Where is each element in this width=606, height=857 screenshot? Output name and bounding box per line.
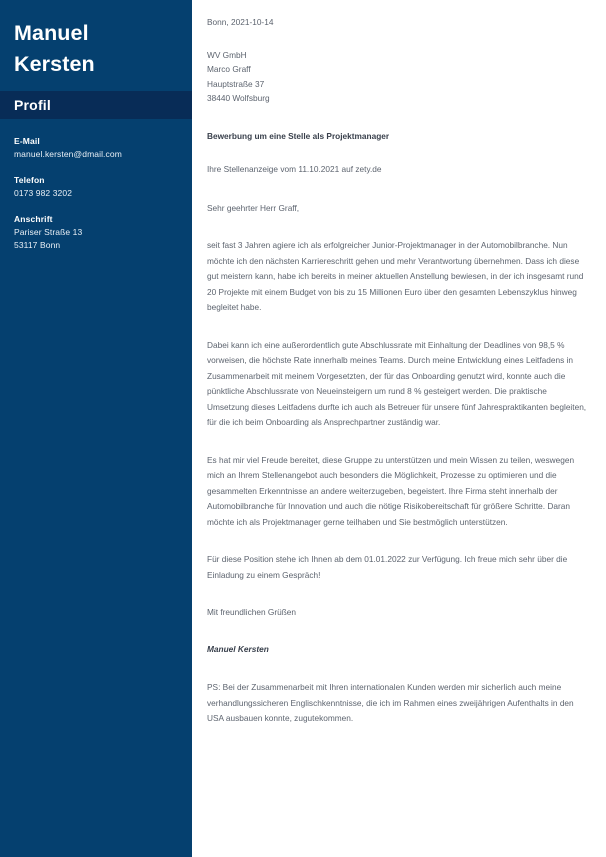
letter-paragraph-1: seit fast 3 Jahren agiere ich als erfolgreicher Junior-Projektmanager in der Automobilbranche. Nun möchte ich den nächsten Karriereschritt gehen und mehr Verantwortung übernehmen. Dass ich diese gut meistern kann, habe ich bereits in meiner aktuellen Anstellung bewiesen, in der ich insgesamt rund 20 Projekte mit einem Budget von bis zu 15 Millionen Euro über den gesamten Lebenszyklus hinweg begleitet habe.: [207, 240, 584, 312]
sidebar-section-title: Profil: [14, 97, 51, 113]
contact-value-email[interactable]: manuel.kersten@dmail.com: [14, 149, 122, 159]
applicant-first-name: Manuel: [14, 21, 89, 45]
letter-subject: Bewerbung um eine Stelle als Projektmanager: [207, 130, 390, 141]
letter-signature: Manuel Kersten: [207, 643, 269, 654]
contact-value-address-street: Pariser Straße 13: [14, 227, 83, 237]
recipient-city: 38440 Wolfsburg: [207, 93, 270, 103]
sidebar-name-block: [0, 0, 192, 80]
contact-label-address: Anschrift: [14, 214, 53, 224]
contact-label-email: E-Mail: [14, 136, 40, 146]
letter-date: Bonn, 2021-10-14: [207, 17, 274, 27]
letter-paragraph-4: Für diese Position stehe ich Ihnen ab dem 01.01.2022 zur Verfügung. Ich freue mich sehr über die Einladung zu einem Gespräch!: [207, 554, 568, 580]
contact-item-email: [14, 135, 178, 161]
contact-details: [0, 119, 192, 252]
letter-salutation: Sehr geehrter Herr Graff,: [207, 202, 300, 213]
contact-item-phone: [14, 174, 178, 200]
recipient-company: WV GmbH: [207, 49, 247, 60]
recipient-street: Hauptstraße 37: [207, 78, 265, 89]
contact-item-address: [14, 213, 178, 252]
letter-paragraph-2: Dabei kann ich eine außerordentlich gute Abschlussrate mit Einhaltung der Deadlines von 98,5 % vorweisen, die höchste Rate innerhalb meines Teams. Durch meine Entwicklung eines Leitfadens in Zusammenarbeit mit meinem Vorgesetzten, der für das Onboarding genutzt wird, konnte auch die pünktliche Abschlussrate von Neueinsteigern um rund 8 % gesteigert werden. Die praktische Umsetzung dieses Leitfadens durfte ich auch als Betreuer für unsere fünf Jahrespraktikanten begleiten, für die ich beim Onboarding als Ansprechpartner zuständig war.: [207, 339, 587, 427]
sidebar-section-profil: [0, 91, 192, 119]
letter-postscript: PS: Bei der Zusammenarbeit mit Ihren internationalen Kunden werden mir sicherlich auch meine verhandlungssicheren Englischkenntnisse, die ich im Rahmen eines zweijährigen Aufenthalts in den USA ausbauen konnte, zugutekommen.: [207, 682, 574, 723]
recipient-address-block: [207, 48, 589, 106]
letter-closing: Mit freundlichen Grüßen: [207, 607, 297, 617]
contact-value-address-city: 53117 Bonn: [14, 240, 61, 250]
letter-paragraph-3: Es hat mir viel Freude bereitet, diese Gruppe zu unterstützen und mein Wissen zu teilen, weswegen mich an Ihrem Stellenangebot auch besonders die Möglichkeit, Prozesse zu optimieren und die gesammelten Erkenntnisse an andere weiterzugeben, begeistert. Ihre Firma steht innerhalb der Automobilbranche für Innovation und auch die nötige Risikobereitschaft für größere Schritte. Daran möchte ich als Projektmanager gerne teilhaben und Sie bestmöglich unterstützen.: [207, 454, 575, 527]
recipient-person: Marco Graff: [207, 64, 251, 74]
letter-body: [207, 0, 589, 727]
sidebar: [0, 0, 192, 857]
applicant-last-name: Kersten: [14, 52, 95, 76]
contact-value-phone[interactable]: 0173 982 3202: [14, 188, 73, 198]
letter-reference: Ihre Stellenanzeige vom 11.10.2021 auf zety.de: [207, 164, 382, 174]
contact-label-phone: Telefon: [14, 175, 45, 185]
